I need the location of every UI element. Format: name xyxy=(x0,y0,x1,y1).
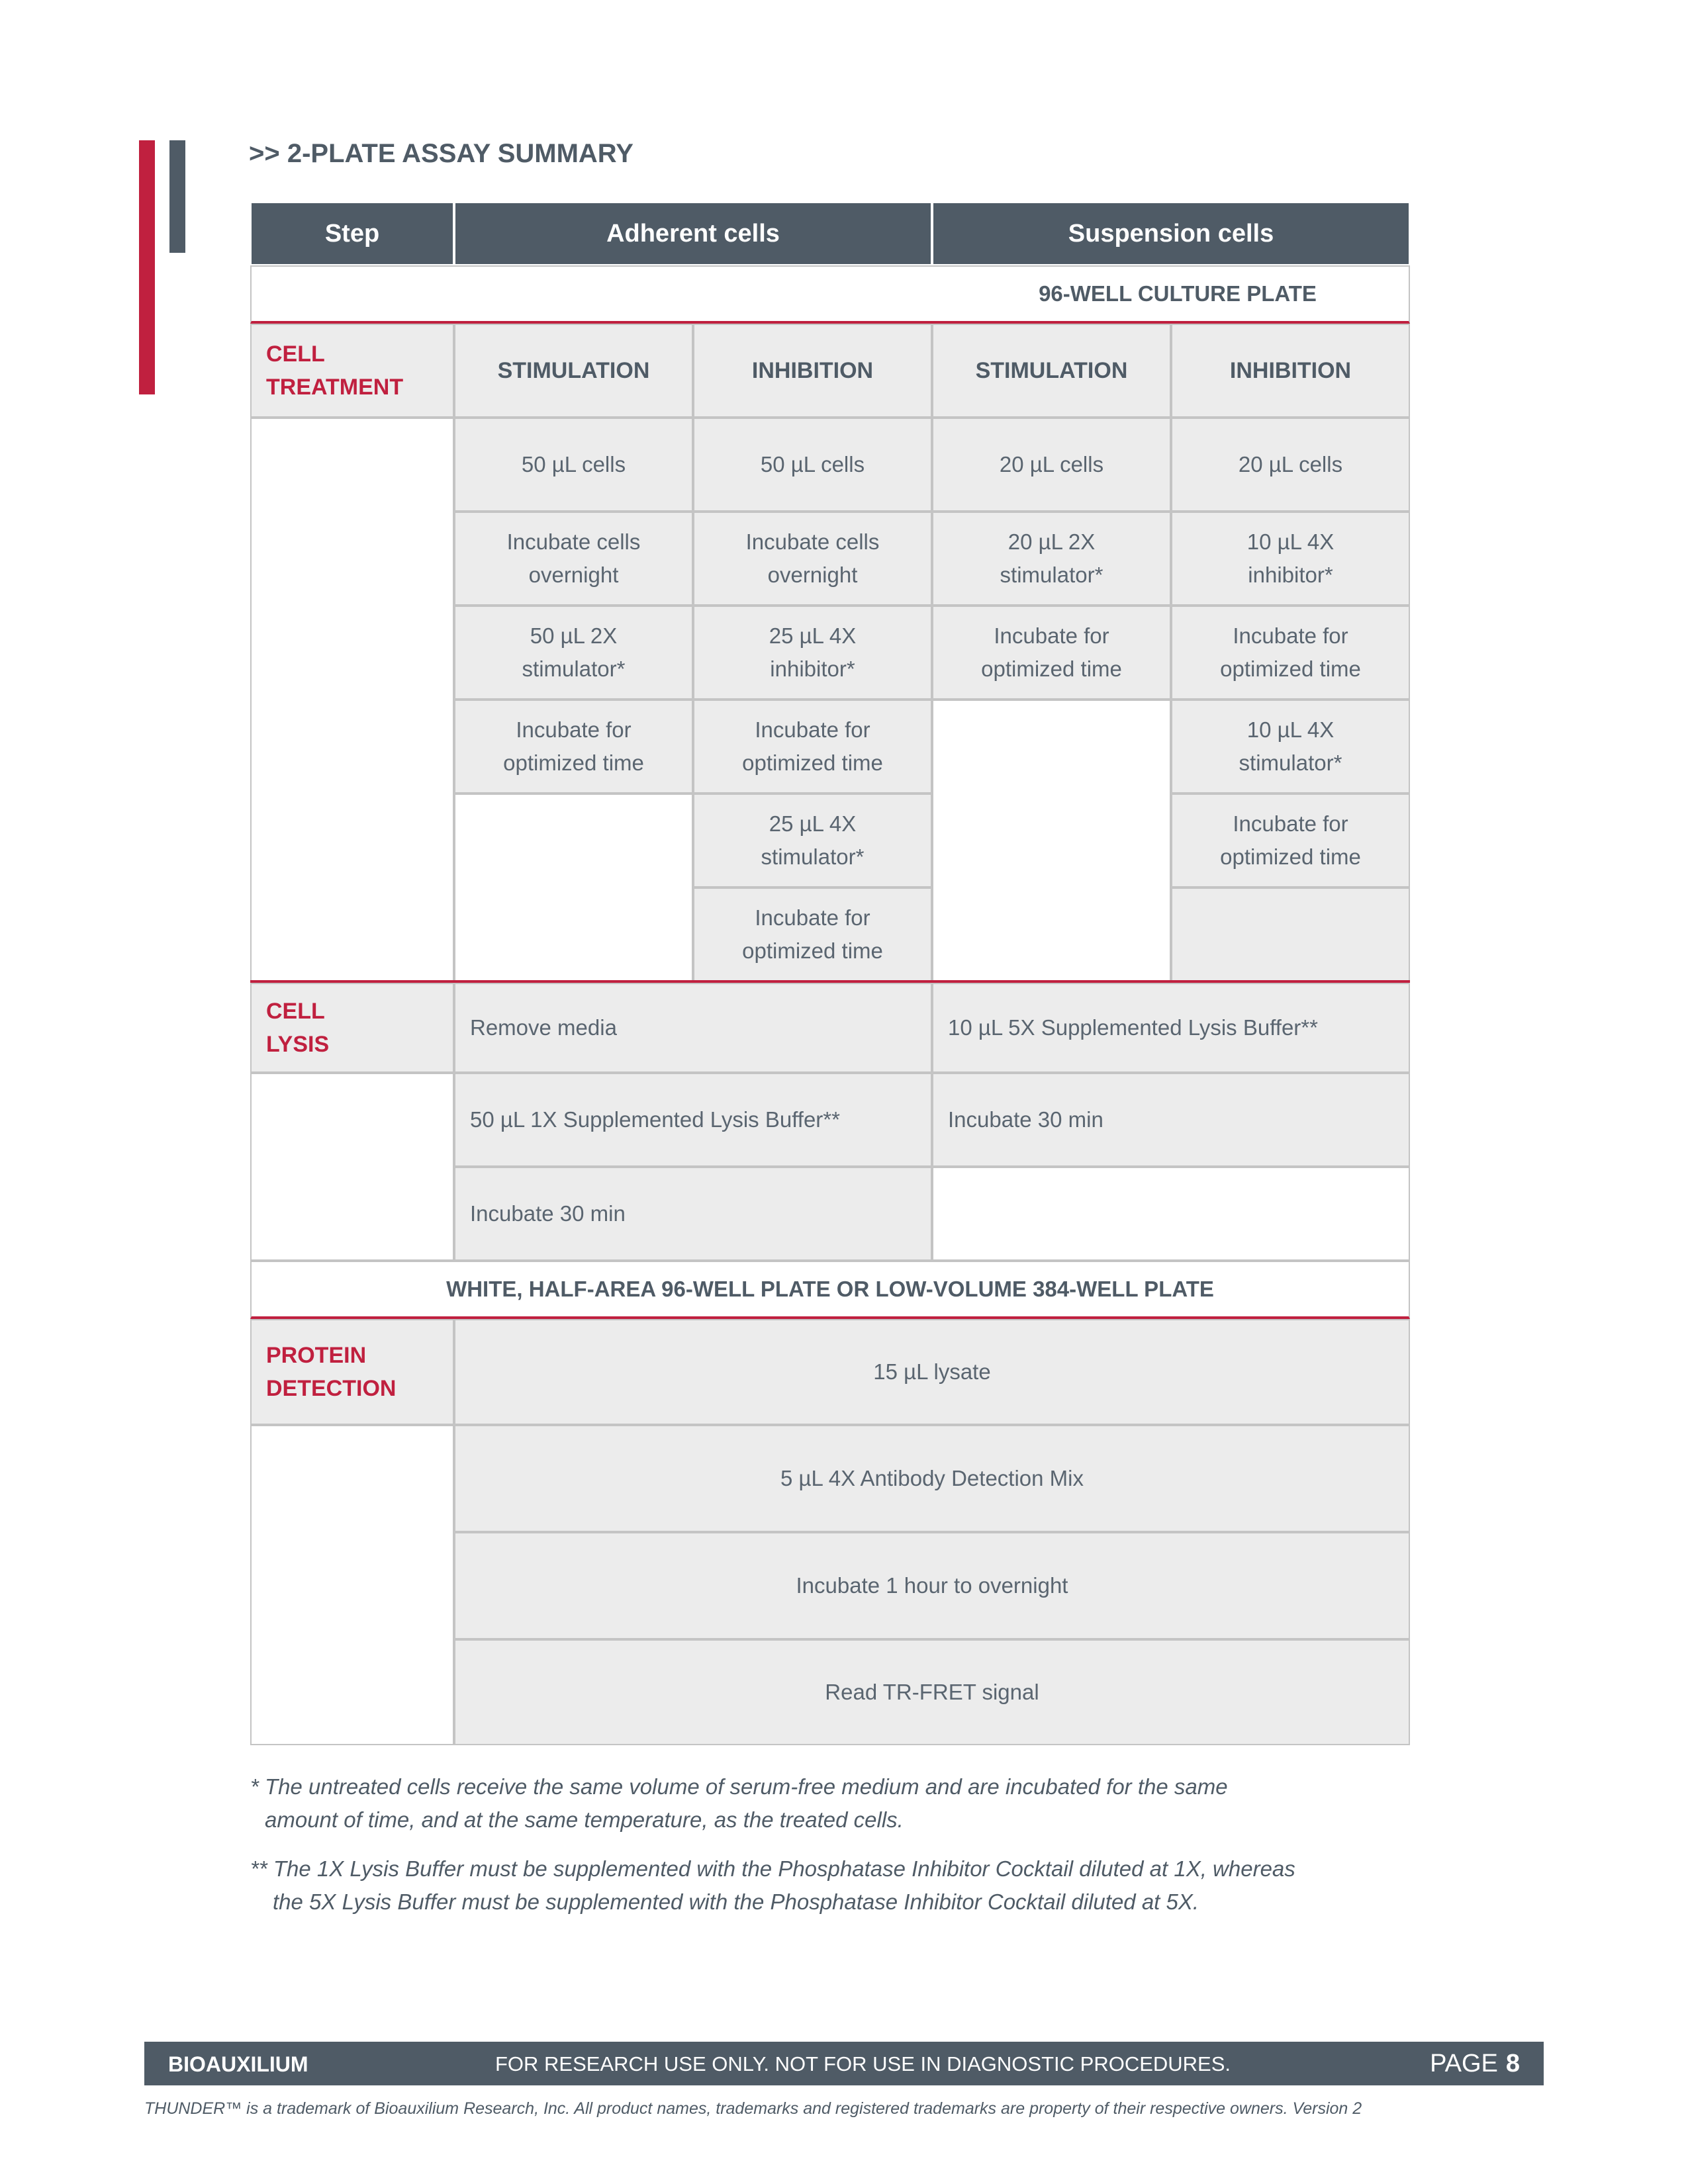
page-number: 8 xyxy=(1505,2050,1520,2077)
label-cell-treatment: CELL TREATMENT xyxy=(250,324,454,418)
section-culture-plate: 96-WELL CULTURE PLATE xyxy=(250,265,1410,324)
label-cell-lysis: CELL LYSIS xyxy=(250,983,454,1073)
sus-lysis-step-1: 10 µL 5X Supplemented Lysis Buffer** xyxy=(932,983,1410,1073)
footnote-1 xyxy=(250,1770,1429,1837)
adh-lysis-step-3: Incubate 30 min xyxy=(454,1167,932,1261)
subheader-suspension-stimulation: STIMULATION xyxy=(932,324,1171,418)
header-suspension: Suspension cells xyxy=(932,202,1410,265)
label-protein-detection: PROTEIN DETECTION xyxy=(250,1319,454,1425)
lysis-step-blank xyxy=(250,1073,454,1261)
sus-inh-step-3: Incubate for optimized time xyxy=(1171,606,1410,700)
detection-step-blank xyxy=(250,1425,454,1745)
adh-inh-step-6: Incubate for optimized time xyxy=(693,887,932,981)
header-step: Step xyxy=(250,202,454,265)
adh-lysis-step-1: Remove media xyxy=(454,983,932,1073)
sus-stim-step-2: 20 µL 2X stimulator* xyxy=(932,512,1171,606)
step-blank xyxy=(250,418,454,981)
detection-step-1: 15 µL lysate xyxy=(454,1319,1410,1425)
sus-inh-step-2: 10 µL 4X inhibitor* xyxy=(1171,512,1410,606)
accent-bar-gray xyxy=(169,140,185,253)
accent-bar-red xyxy=(139,140,155,394)
page-title: >> 2-PLATE ASSAY SUMMARY xyxy=(249,139,633,168)
detection-step-3: Incubate 1 hour to overnight xyxy=(454,1532,1410,1639)
footnote-2 xyxy=(250,1852,1429,1919)
adh-stim-step-4: Incubate for optimized time xyxy=(454,700,693,794)
adh-inh-step-5: 25 µL 4X stimulator* xyxy=(693,794,932,887)
detection-step-4: Read TR-FRET signal xyxy=(454,1639,1410,1745)
section-detection-plate: WHITE, HALF-AREA 96-WELL PLATE OR LOW-VOLUME 384-WELL PLATE xyxy=(250,1261,1410,1319)
sus-inh-step-1: 20 µL cells xyxy=(1171,418,1410,512)
footnote-2-line-2: the 5X Lysis Buffer must be supplemented with the Phosphatase Inhibitor Cocktail diluted at 5X. xyxy=(273,1889,1199,1914)
subheader-adherent-inhibition: INHIBITION xyxy=(693,324,932,418)
sus-inh-step-5: Incubate for optimized time xyxy=(1171,794,1410,887)
footnote-1-line-1: * The untreated cells receive the same volume of serum-free medium and are incubated for the same xyxy=(250,1774,1228,1799)
footer-bar xyxy=(144,2042,1544,2085)
sus-inh-step-4: 10 µL 4X stimulator* xyxy=(1171,700,1410,794)
subheader-suspension-inhibition: INHIBITION xyxy=(1171,324,1410,418)
footer-notice: FOR RESEARCH USE ONLY. NOT FOR USE IN DIAGNOSTIC PROCEDURES. xyxy=(495,2052,1231,2075)
footnote-1-line-2: amount of time, and at the same temperature, as the treated cells. xyxy=(265,1807,904,1832)
footer-page xyxy=(1430,2050,1520,2078)
assay-summary-table xyxy=(250,202,1410,1745)
adh-inh-step-2: Incubate cells overnight xyxy=(693,512,932,606)
sus-lysis-step-2: Incubate 30 min xyxy=(932,1073,1410,1167)
footnote-2-line-1: ** The 1X Lysis Buffer must be supplemented with the Phosphatase Inhibitor Cocktail diluted at 1X, whereas xyxy=(250,1856,1295,1881)
adh-stim-blank xyxy=(454,794,693,981)
sus-stim-step-1: 20 µL cells xyxy=(932,418,1171,512)
adh-stim-step-1: 50 µL cells xyxy=(454,418,693,512)
sus-stim-step-3: Incubate for optimized time xyxy=(932,606,1171,700)
subheader-adherent-stimulation: STIMULATION xyxy=(454,324,693,418)
footnotes xyxy=(250,1770,1429,1934)
adh-inh-step-1: 50 µL cells xyxy=(693,418,932,512)
header-adherent: Adherent cells xyxy=(454,202,932,265)
trademark-notice: THUNDER™ is a trademark of Bioauxilium Research, Inc. All product names, trademarks and registered trademarks are property of their respective owners. Version 2 xyxy=(144,2099,1362,2118)
sus-lysis-blank xyxy=(932,1167,1410,1261)
sus-stim-blank xyxy=(932,700,1171,981)
adh-lysis-step-2: 50 µL 1X Supplemented Lysis Buffer** xyxy=(454,1073,932,1167)
sus-inh-blank xyxy=(1171,887,1410,981)
adh-stim-step-3: 50 µL 2X stimulator* xyxy=(454,606,693,700)
page-label: PAGE xyxy=(1430,2050,1498,2077)
adh-inh-step-3: 25 µL 4X inhibitor* xyxy=(693,606,932,700)
detection-step-2: 5 µL 4X Antibody Detection Mix xyxy=(454,1425,1410,1532)
adh-stim-step-2: Incubate cells overnight xyxy=(454,512,693,606)
footer-brand: BIOAUXILIUM xyxy=(168,2052,308,2076)
adh-inh-step-4: Incubate for optimized time xyxy=(693,700,932,794)
